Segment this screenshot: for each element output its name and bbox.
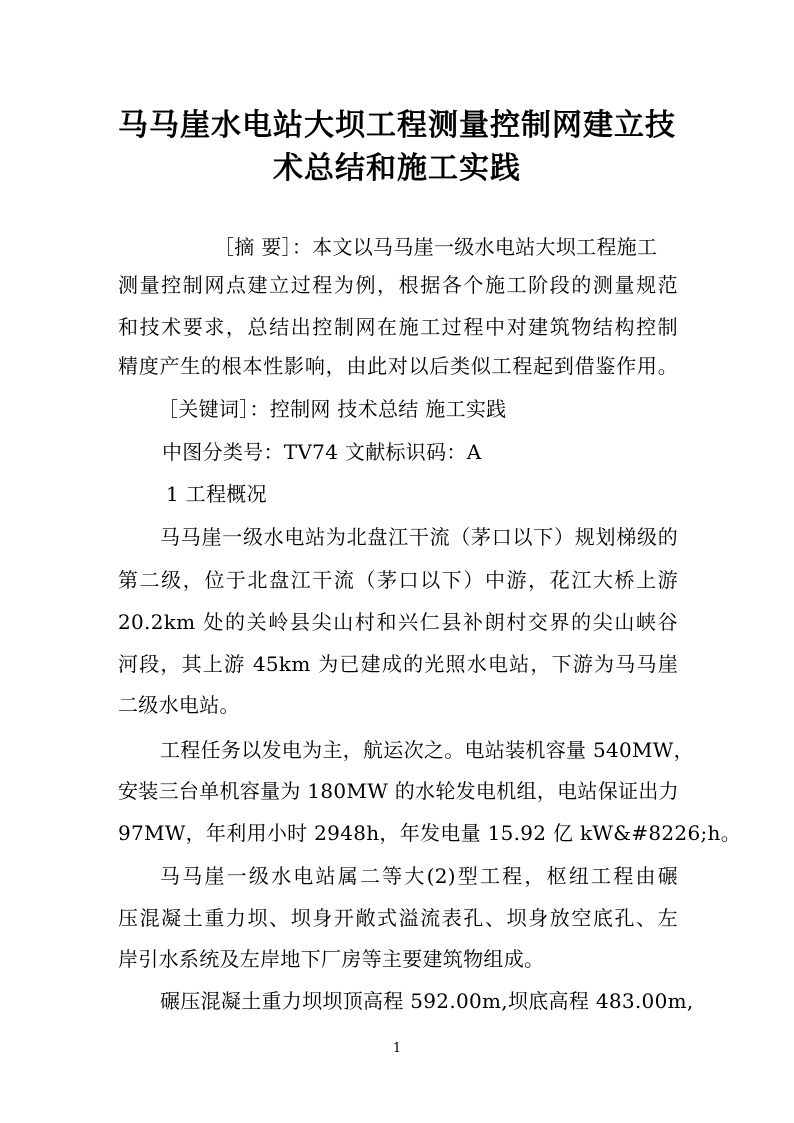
paragraph-3-line-3: 岸引水系统及左岸地下厂房等主要建筑物组成。: [118, 947, 545, 971]
abstract-line-4: 精度产生的根本性影响，由此对以后类似工程起到借鉴作用。: [118, 354, 678, 378]
paragraph-4-line-1: 碾压混凝土重力坝坝顶高程 592.00m,坝底高程 483.00m,: [160, 989, 694, 1013]
paragraph-2-line-2: 安装三台单机容量为 180MW 的水轮发电机组，电站保证出力: [118, 779, 679, 803]
paragraph-1-line-2: 第二级，位于北盘江干流（茅口以下）中游，花江大桥上游: [118, 568, 678, 592]
paragraph-2-line-1: 工程任务以发电为主，航运次之。电站装机容量 540MW，: [160, 738, 694, 762]
classification-line: 中图分类号：TV74 文献标识码：A: [162, 440, 482, 464]
document-title-line-2: 术总结和施工实践: [273, 151, 521, 186]
paragraph-1-line-1: 马马崖一级水电站为北盘江干流（茅口以下）规划梯级的: [160, 525, 678, 549]
paragraph-1-line-5: 二级水电站。: [118, 693, 240, 717]
page-number: 1: [392, 1041, 402, 1056]
abstract-line-1: ［摘 要］：本文以马马崖一级水电站大坝工程施工: [214, 235, 658, 259]
abstract-line-3: 和技术要求，总结出控制网在施工过程中对建筑物结构控制: [118, 315, 678, 339]
paragraph-1-line-4: 河段，其上游 45km 为已建成的光照水电站，下游为马马崖: [118, 652, 678, 676]
section-heading-1: 1 工程概况: [166, 482, 267, 506]
paragraph-3-line-1: 马马崖一级水电站属二等大(2)型工程，枢纽工程由碾: [160, 864, 678, 888]
keywords-line: ［关键词］：控制网 技术总结 施工实践: [158, 397, 507, 421]
paragraph-3-line-2: 压混凝土重力坝、坝身开敞式溢流表孔、坝身放空底孔、左: [118, 906, 678, 930]
document-title-line-1: 马马崖水电站大坝工程测量控制网建立技: [118, 108, 676, 143]
paragraph-1-line-3: 20.2km 处的关岭县尖山村和兴仁县补朗村交界的尖山峡谷: [118, 610, 678, 634]
abstract-line-2: 测量控制网点建立过程为例，根据各个施工阶段的测量规范: [118, 273, 678, 297]
paragraph-2-line-3: 97MW，年利用小时 2948h，年发电量 15.92 亿 kW&#8226;h。: [118, 821, 742, 845]
